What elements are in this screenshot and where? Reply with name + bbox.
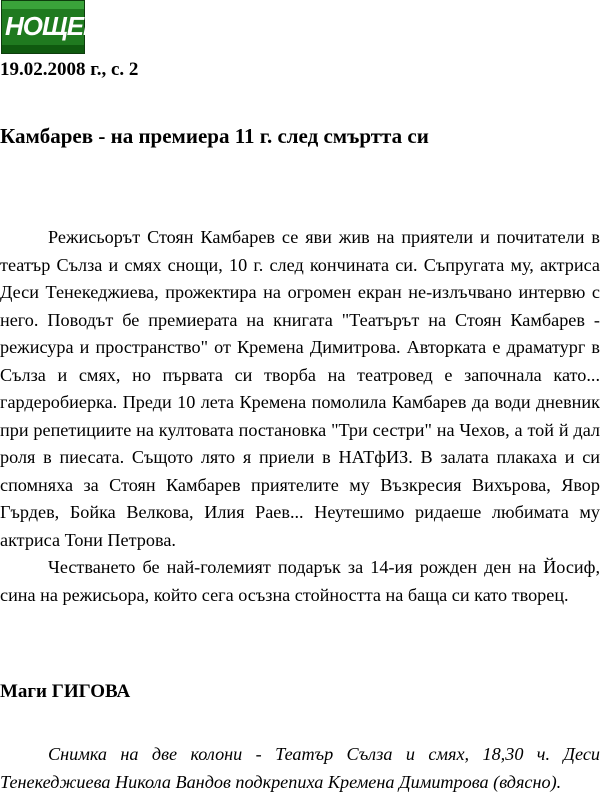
logo-text: НОЩЕН [5, 11, 101, 41]
issue-date-page: 19.02.2008 г., с. 2 [0, 59, 139, 80]
article-paragraph: Режисьорът Стоян Камбарев се яви жив на приятели и почитатели в театър Сълза и смях снощи, 10 г. след кончината си. Съпругата му, актриса Деси Тенекеджиева, прожектира на огромен екран не-излъчвано интервю с него. Поводът бе премиерата на книгата "Театърът на Стоян Камбарев - режисура и пространство" от Кремена Димитрова. Авторката е драматург в Сълза и смях, но първата си творба на театровед е започнала като... гардеробиерка. Преди 10 лета Кремена помолила Камбарев да води дневник при репетициите на култовата постановка "Три сестри" на Чехов, а той й дал роля в пиесата. Същото лято я приели в НАТфИЗ. В залата плакаха и си спомняха за Стоян Камбарев приятелите му Възкресия Вихърова, Явор Гърдев, Бойка Велкова, Илия Раев... Неутешимо ридаеше любимата му актриса Тони Петрова. [0, 227, 600, 550]
newspaper-logo [1, 0, 101, 54]
photo-caption-text: Снимка на две колони - Театър Сълза и смях, 18,30 ч. Деси Тенекеджиева Никола Вандов подкрепиха Кремена Димитрова (вдясно). [0, 744, 600, 792]
article-headline: Камбарев - на премиера 11 г. след смъртта си [0, 124, 429, 148]
article-author: Маги ГИГОВА [0, 681, 131, 702]
logo-bottom-strip [2, 45, 84, 53]
article-body [0, 224, 600, 609]
article-paragraph: Честването бе най-големият подарък за 14-ия рожден ден на Йосиф, сина на режисьора, който сега осъзна стойността на баща си като творец. [0, 557, 600, 605]
logo-top-bar [2, 1, 84, 9]
photo-caption [0, 740, 600, 796]
